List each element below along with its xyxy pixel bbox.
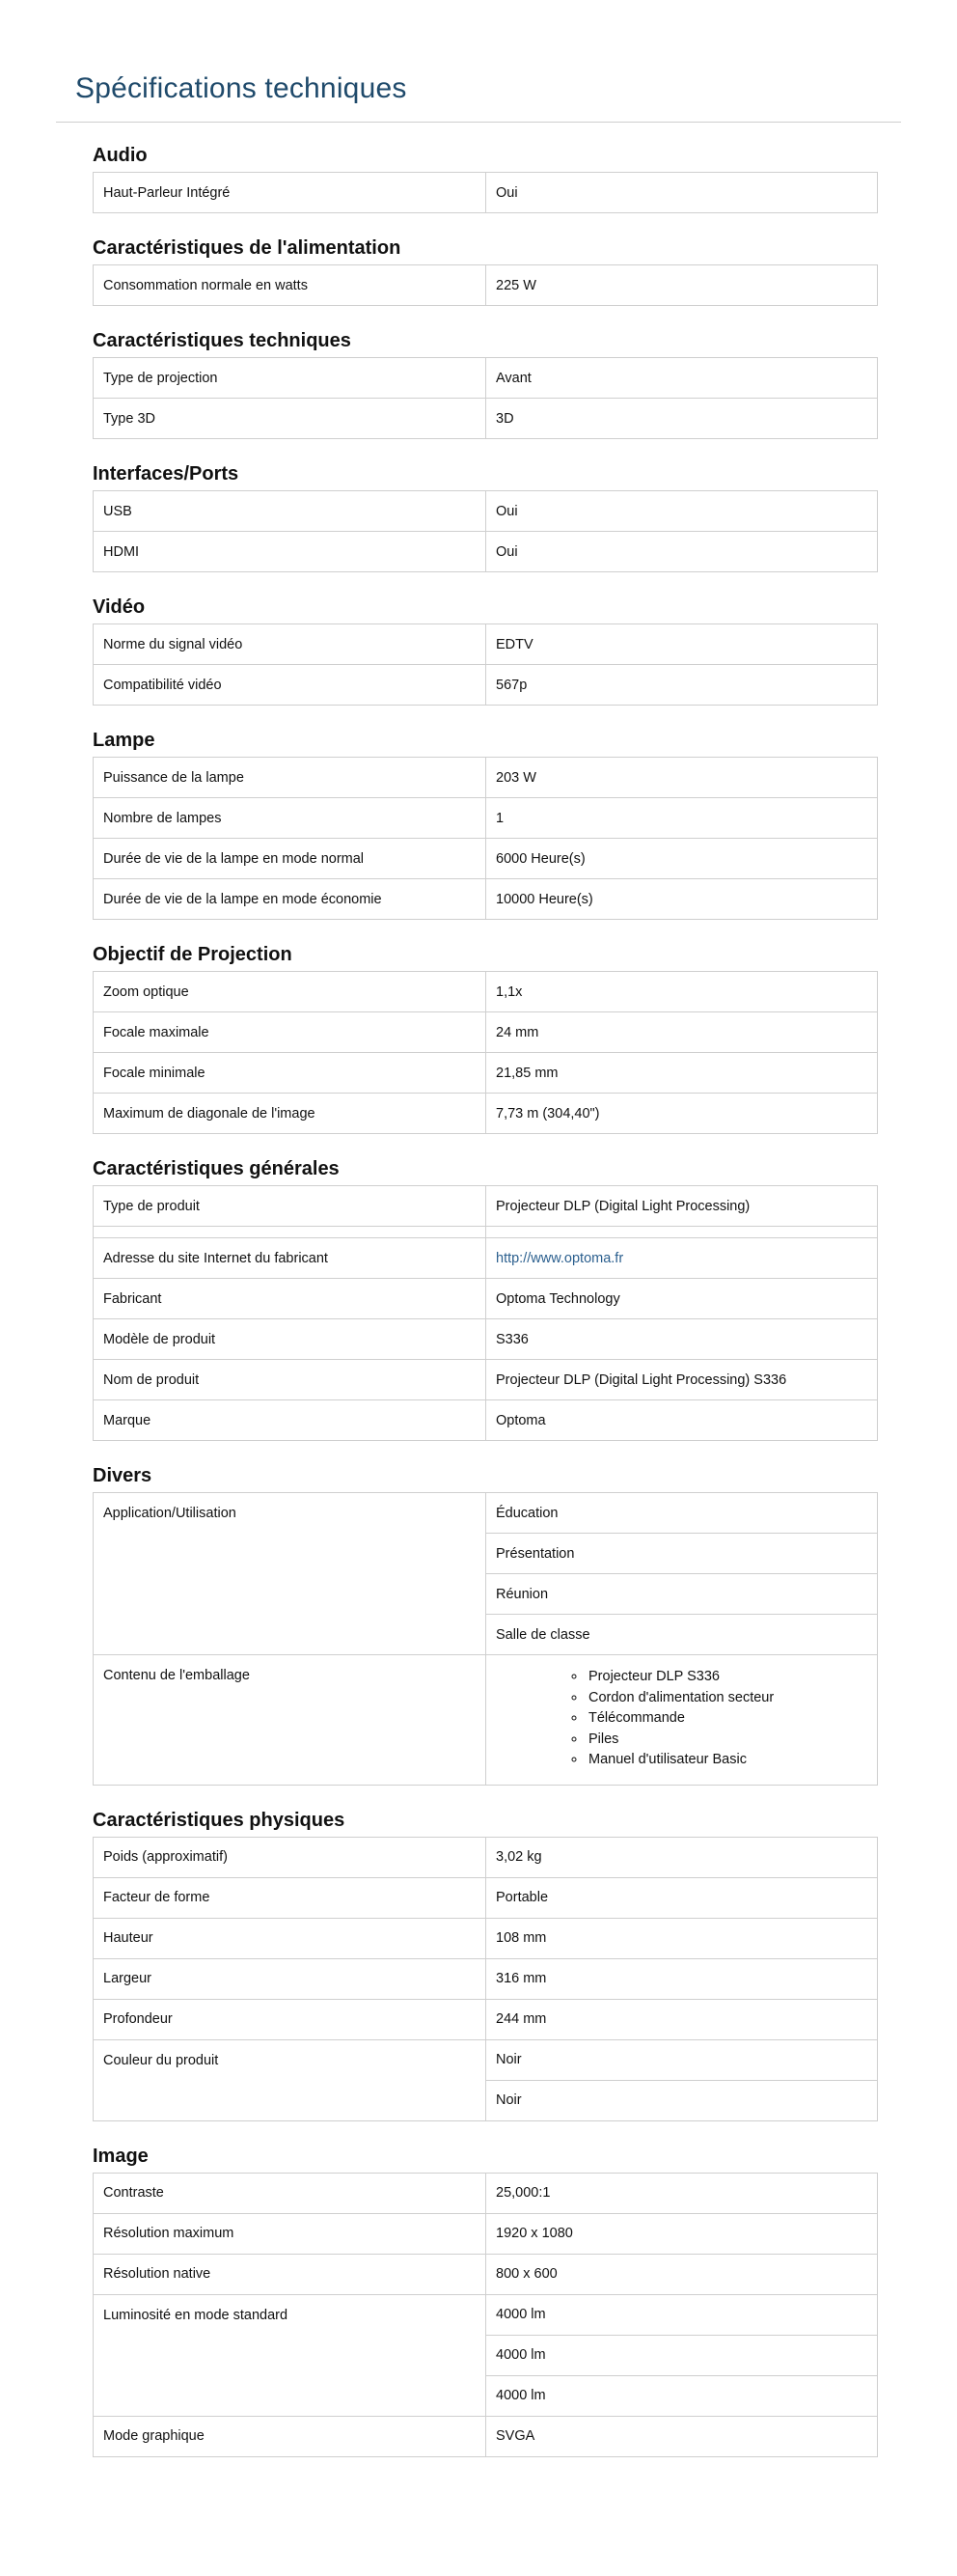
spec-value: EDTV bbox=[496, 636, 533, 652]
spec-label: Maximum de diagonale de l'image bbox=[94, 1094, 486, 1134]
table-row bbox=[94, 1655, 878, 1786]
spec-label: Modèle de produit bbox=[94, 1319, 486, 1360]
spec-table-caracteristiques-techniques bbox=[93, 357, 878, 439]
spec-value-cell bbox=[486, 2039, 878, 2080]
spec-label: Contenu de l'emballage bbox=[94, 1655, 486, 1786]
spec-label: Haut-Parleur Intégré bbox=[94, 173, 486, 213]
spec-value: 1 bbox=[496, 810, 505, 826]
table-row bbox=[94, 491, 878, 532]
spec-value-cell bbox=[486, 1493, 878, 1534]
spec-value: Noir bbox=[496, 2092, 522, 2108]
spec-label: Luminosité en mode standard bbox=[94, 2294, 486, 2416]
spec-label: HDMI bbox=[94, 532, 486, 572]
spec-value-cell bbox=[486, 2080, 878, 2120]
spec-value: Portable bbox=[496, 1890, 549, 1905]
spec-value: 6000 Heure(s) bbox=[496, 850, 586, 867]
spec-value: Présentation bbox=[496, 1545, 575, 1562]
spec-value: Oui bbox=[496, 184, 518, 201]
spec-value-cell bbox=[486, 1534, 878, 1574]
table-row bbox=[94, 1493, 878, 1534]
spec-value: 7,73 m (304,40") bbox=[496, 1105, 600, 1122]
table-row bbox=[94, 2039, 878, 2080]
spec-value-cell bbox=[486, 1012, 878, 1053]
spec-label: Nombre de lampes bbox=[94, 798, 486, 839]
spec-label: USB bbox=[94, 491, 486, 532]
spec-value: S336 bbox=[496, 1331, 529, 1347]
spec-table-caracteristiques-physiques bbox=[93, 1837, 878, 2121]
spec-table-objectif-de-projection bbox=[93, 971, 878, 1134]
table-row bbox=[94, 1094, 878, 1134]
list-item: ◦ Télécommande bbox=[587, 1708, 867, 1730]
spec-value-cell bbox=[486, 1918, 878, 1958]
spec-label: Couleur du produit bbox=[94, 2039, 486, 2120]
spec-value: 1920 x 1080 bbox=[496, 2226, 573, 2241]
spec-value-cell bbox=[486, 1279, 878, 1319]
table-row bbox=[94, 532, 878, 572]
spec-value-cell bbox=[486, 798, 878, 839]
spec-table-audio bbox=[93, 172, 878, 213]
spec-value-cell bbox=[486, 839, 878, 879]
spec-label: Profondeur bbox=[94, 1999, 486, 2039]
spec-value-cell bbox=[486, 1999, 878, 2039]
section-heading-video: Vidéo bbox=[93, 596, 146, 618]
section-heading-interfaces-ports: Interfaces/Ports bbox=[93, 463, 239, 485]
spec-value: 4000 lm bbox=[496, 2307, 546, 2322]
spec-value-cell bbox=[486, 972, 878, 1012]
table-row bbox=[94, 1012, 878, 1053]
table-row bbox=[94, 2294, 878, 2335]
section-heading-lampe: Lampe bbox=[93, 730, 155, 751]
spec-value-cell bbox=[486, 2294, 878, 2335]
spec-value-cell bbox=[486, 1615, 878, 1655]
table-row bbox=[94, 879, 878, 920]
section-heading-objectif-de-projection: Objectif de Projection bbox=[93, 944, 292, 965]
spec-value-cell bbox=[486, 173, 878, 213]
spec-value: 3D bbox=[496, 410, 514, 427]
spec-value-cell bbox=[486, 532, 878, 572]
spec-value-cell bbox=[486, 2254, 878, 2294]
spec-value: 10000 Heure(s) bbox=[496, 891, 593, 907]
spec-label: Norme du signal vidéo bbox=[94, 624, 486, 665]
spec-label: Mode graphique bbox=[94, 2416, 486, 2456]
table-row bbox=[94, 798, 878, 839]
spec-label: Fabricant bbox=[94, 1279, 486, 1319]
spec-value-list bbox=[486, 1655, 878, 1786]
list-item: ◦ Projecteur DLP S336 bbox=[587, 1667, 867, 1688]
spec-value-cell bbox=[486, 2213, 878, 2254]
spec-value: 203 W bbox=[496, 769, 536, 786]
spec-label: Durée de vie de la lampe en mode normal bbox=[94, 839, 486, 879]
table-row bbox=[94, 839, 878, 879]
package-contents-list bbox=[496, 1667, 867, 1771]
section-heading-caracteristiques-generales: Caractéristiques générales bbox=[93, 1158, 340, 1179]
spec-value-cell bbox=[486, 2173, 878, 2213]
spec-value: 4000 lm bbox=[496, 2347, 546, 2363]
spec-table-caracteristiques-generales bbox=[93, 1185, 878, 1441]
spec-value: Oui bbox=[496, 503, 518, 519]
spec-value: 800 x 600 bbox=[496, 2266, 558, 2282]
spec-value-cell bbox=[486, 1837, 878, 1877]
table-row bbox=[94, 1400, 878, 1441]
spec-value: Optoma Technology bbox=[496, 1290, 620, 1307]
spec-value: Avant bbox=[496, 370, 532, 386]
spec-label: Type de projection bbox=[94, 358, 486, 399]
spec-value: 24 mm bbox=[496, 1024, 539, 1040]
table-row bbox=[94, 1186, 878, 1227]
spec-value: 4000 lm bbox=[496, 2388, 546, 2403]
spec-table-divers bbox=[93, 1492, 878, 1786]
spec-value-cell bbox=[486, 1319, 878, 1360]
spec-table-interfaces-ports bbox=[93, 490, 878, 572]
table-row bbox=[94, 265, 878, 306]
spec-value: Noir bbox=[496, 2052, 522, 2067]
spec-label: Marque bbox=[94, 1400, 486, 1441]
spec-value-cell bbox=[486, 1360, 878, 1400]
spec-value: 3,02 kg bbox=[496, 1849, 542, 1865]
table-row bbox=[94, 1279, 878, 1319]
spec-value-cell bbox=[486, 358, 878, 399]
spec-value: Salle de classe bbox=[496, 1626, 590, 1643]
table-row bbox=[94, 1837, 878, 1877]
manufacturer-website-link[interactable]: http://www.optoma.fr bbox=[496, 1250, 624, 1266]
table-row bbox=[94, 399, 878, 439]
spec-value: 225 W bbox=[496, 277, 536, 293]
list-item: ◦ Cordon d'alimentation secteur bbox=[587, 1688, 867, 1709]
spec-table-caracteristiques-de-l-alimentation bbox=[93, 264, 878, 306]
spec-label: Puissance de la lampe bbox=[94, 758, 486, 798]
spec-label: Adresse du site Internet du fabricant bbox=[94, 1238, 486, 1279]
table-row bbox=[94, 2416, 878, 2456]
spec-value-cell bbox=[486, 1877, 878, 1918]
table-row bbox=[94, 1319, 878, 1360]
table-row-empty bbox=[94, 1227, 878, 1238]
spec-label: Focale maximale bbox=[94, 1012, 486, 1053]
spec-value-cell bbox=[486, 1186, 878, 1227]
spec-label: Nom de produit bbox=[94, 1360, 486, 1400]
spec-label: Type 3D bbox=[94, 399, 486, 439]
spec-value: 244 mm bbox=[496, 2011, 547, 2027]
spec-value-cell bbox=[486, 2335, 878, 2375]
spec-value: Projecteur DLP (Digital Light Processing) bbox=[496, 1198, 751, 1214]
spec-value: SVGA bbox=[496, 2428, 535, 2444]
spec-label: Largeur bbox=[94, 1958, 486, 1999]
spec-value bbox=[486, 1227, 878, 1238]
table-row bbox=[94, 972, 878, 1012]
spec-label: Durée de vie de la lampe en mode économie bbox=[94, 879, 486, 920]
list-item: ◦ Manuel d'utilisateur Basic bbox=[587, 1750, 867, 1771]
spec-value-cell bbox=[486, 758, 878, 798]
table-row bbox=[94, 624, 878, 665]
spec-value-cell bbox=[486, 399, 878, 439]
spec-value-cell bbox=[486, 1574, 878, 1615]
spec-value: 316 mm bbox=[496, 1971, 547, 1986]
table-row bbox=[94, 2173, 878, 2213]
spec-value: 21,85 mm bbox=[496, 1065, 559, 1081]
spec-label: Poids (approximatif) bbox=[94, 1837, 486, 1877]
spec-label: Résolution native bbox=[94, 2254, 486, 2294]
spec-value-cell bbox=[486, 624, 878, 665]
section-heading-image: Image bbox=[93, 2145, 149, 2167]
spec-table-lampe bbox=[93, 757, 878, 920]
spec-value: 567p bbox=[496, 677, 528, 693]
spec-label: Application/Utilisation bbox=[94, 1493, 486, 1655]
spec-label: Compatibilité vidéo bbox=[94, 665, 486, 706]
section-heading-audio: Audio bbox=[93, 145, 148, 166]
table-row bbox=[94, 665, 878, 706]
spec-value-cell bbox=[486, 1958, 878, 1999]
spec-value-cell bbox=[486, 491, 878, 532]
spec-value: Projecteur DLP (Digital Light Processing) S336 bbox=[496, 1371, 787, 1388]
specifications-list bbox=[0, 123, 878, 2457]
spec-value-cell bbox=[486, 879, 878, 920]
spec-value-cell bbox=[486, 265, 878, 306]
table-row bbox=[94, 1360, 878, 1400]
spec-value-cell bbox=[486, 1238, 878, 1279]
spec-label: Focale minimale bbox=[94, 1053, 486, 1094]
spec-value: 1,1x bbox=[496, 983, 523, 1000]
spec-value-cell bbox=[486, 1094, 878, 1134]
spec-label: Facteur de forme bbox=[94, 1877, 486, 1918]
list-item: ◦ Piles bbox=[587, 1730, 867, 1751]
spec-label: Zoom optique bbox=[94, 972, 486, 1012]
section-heading-divers: Divers bbox=[93, 1465, 152, 1486]
section-heading-caracteristiques-de-l-alimentation: Caractéristiques de l'alimentation bbox=[93, 237, 401, 259]
table-row bbox=[94, 1053, 878, 1094]
spec-value: 108 mm bbox=[496, 1930, 547, 1946]
spec-value: Réunion bbox=[496, 1586, 549, 1602]
table-row bbox=[94, 1238, 878, 1279]
section-heading-caracteristiques-physiques: Caractéristiques physiques bbox=[93, 1809, 345, 1831]
spec-label: Résolution maximum bbox=[94, 2213, 486, 2254]
spec-value-cell bbox=[486, 665, 878, 706]
table-row bbox=[94, 1918, 878, 1958]
spec-label: Hauteur bbox=[94, 1918, 486, 1958]
table-row bbox=[94, 758, 878, 798]
spec-label bbox=[94, 1227, 486, 1238]
table-row bbox=[94, 358, 878, 399]
spec-table-video bbox=[93, 623, 878, 706]
table-row bbox=[94, 1877, 878, 1918]
table-row bbox=[94, 1958, 878, 1999]
page-title: Spécifications techniques bbox=[75, 72, 407, 104]
table-row bbox=[94, 1999, 878, 2039]
spec-value-cell bbox=[486, 2416, 878, 2456]
spec-table-image bbox=[93, 2173, 878, 2457]
section-heading-caracteristiques-techniques: Caractéristiques techniques bbox=[93, 330, 351, 351]
spec-value-cell bbox=[486, 1053, 878, 1094]
table-row bbox=[94, 173, 878, 213]
spec-value: Oui bbox=[496, 543, 518, 560]
spec-label: Consommation normale en watts bbox=[94, 265, 486, 306]
spec-label: Contraste bbox=[94, 2173, 486, 2213]
spec-value: 25,000:1 bbox=[496, 2185, 551, 2201]
spec-value-cell bbox=[486, 1400, 878, 1441]
spec-value: Éducation bbox=[496, 1505, 559, 1521]
spec-label: Type de produit bbox=[94, 1186, 486, 1227]
table-row bbox=[94, 2213, 878, 2254]
table-row bbox=[94, 2254, 878, 2294]
spec-value: Optoma bbox=[496, 1412, 546, 1428]
spec-value-cell bbox=[486, 2375, 878, 2416]
